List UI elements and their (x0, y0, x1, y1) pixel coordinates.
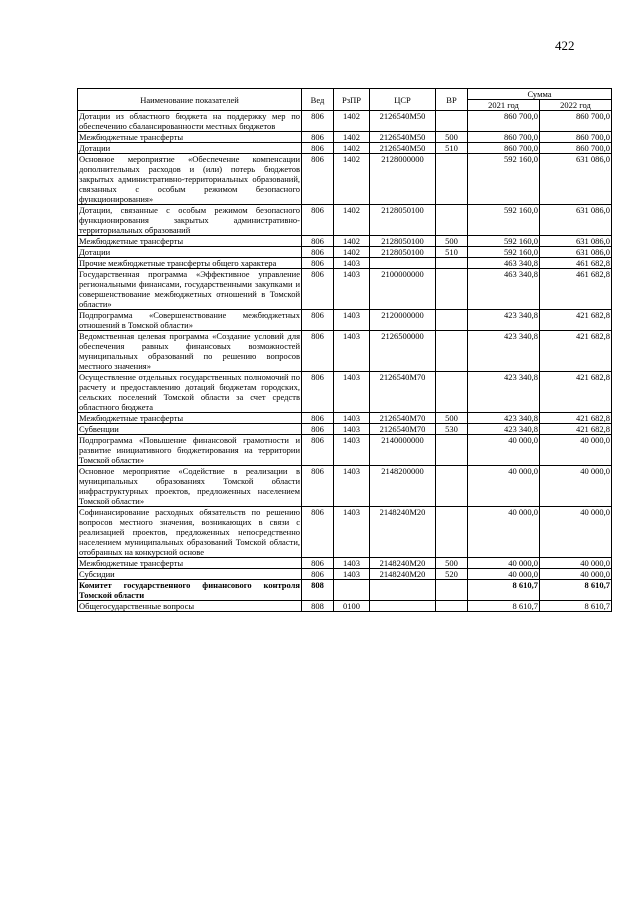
cell-vr (436, 111, 468, 132)
cell-rzpr: 1403 (334, 269, 370, 310)
cell-sum-2022: 421 682,8 (540, 413, 612, 424)
cell-sum-2022: 40 000,0 (540, 558, 612, 569)
cell-rzpr: 1403 (334, 258, 370, 269)
cell-sum-2022: 461 682,8 (540, 258, 612, 269)
header-2022: 2022 год (540, 100, 612, 111)
cell-csr: 2126540М70 (370, 424, 436, 435)
cell-name: Комитет государственного финансового контроля Томской области (79, 580, 300, 600)
cell-sum-2021: 463 340,8 (468, 269, 540, 310)
cell-vr: 500 (436, 132, 468, 143)
budget-table (77, 88, 612, 612)
cell-sum-2021: 860 700,0 (468, 143, 540, 154)
table-row (78, 424, 612, 435)
cell-sum-2022: 461 682,8 (540, 269, 612, 310)
cell-sum-2021: 8 610,7 (468, 601, 540, 612)
cell-ved: 806 (302, 236, 334, 247)
cell-sum-2021: 860 700,0 (468, 132, 540, 143)
cell-rzpr: 1403 (334, 558, 370, 569)
cell-vr (436, 435, 468, 466)
cell-rzpr: 1402 (334, 205, 370, 236)
cell-name: Общегосударственные вопросы (78, 601, 302, 612)
table-row (78, 331, 612, 372)
table-row (78, 143, 612, 154)
cell-vr: 520 (436, 569, 468, 580)
cell-vr: 530 (436, 424, 468, 435)
cell-vr (436, 507, 468, 558)
cell-rzpr: 1403 (334, 331, 370, 372)
cell-ved: 806 (302, 269, 334, 310)
cell-sum-2021: 423 340,8 (468, 331, 540, 372)
table-body (78, 111, 612, 612)
cell-vr: 500 (436, 413, 468, 424)
header-vr: ВР (436, 89, 468, 111)
header-2021: 2021 год (468, 100, 540, 111)
page-number: 422 (555, 38, 575, 53)
cell-name: Межбюджетные трансферты (78, 236, 302, 247)
cell-sum-2022: 631 086,0 (540, 247, 612, 258)
cell-name: Дотации (78, 143, 302, 154)
table-row (78, 154, 612, 205)
cell-name: Межбюджетные трансферты (78, 413, 302, 424)
cell-name: Субсидии (78, 569, 302, 580)
cell-ved: 806 (302, 154, 334, 205)
cell-sum-2021: 592 160,0 (468, 247, 540, 258)
table-row (78, 310, 612, 331)
cell-name: Осуществление отдельных государственных полномочий по расчету и предоставлению дотаций бюджетам городских, сельских поселений Томской области за счет средств областного бюджета (79, 372, 300, 412)
cell-name: Софинансирование расходных обязательств по решению вопросов местного значения, возникающих в связи с реализацией проектов, предложенных непосредственно населением муниципальных образований Томской области, отобранных на конкурсной основе (79, 507, 300, 557)
cell-ved: 806 (302, 372, 334, 413)
cell-csr: 2140000000 (370, 435, 436, 466)
cell-sum-2022: 8 610,7 (540, 580, 612, 601)
cell-csr: 2128050100 (370, 236, 436, 247)
table-row (78, 569, 612, 580)
cell-sum-2022: 860 700,0 (540, 132, 612, 143)
header-name: Наименование показателей (78, 89, 302, 111)
cell-sum-2021: 592 160,0 (468, 205, 540, 236)
cell-ved: 806 (302, 331, 334, 372)
cell-ved: 808 (302, 601, 334, 612)
cell-csr: 2148200000 (370, 466, 436, 507)
header-ved: Вед (302, 89, 334, 111)
cell-sum-2022: 421 682,8 (540, 310, 612, 331)
cell-csr: 2100000000 (370, 269, 436, 310)
cell-ved: 806 (302, 466, 334, 507)
cell-csr: 2148240М20 (370, 507, 436, 558)
cell-name: Дотации (78, 247, 302, 258)
cell-csr (370, 258, 436, 269)
table-row (78, 205, 612, 236)
cell-sum-2022: 421 682,8 (540, 424, 612, 435)
table-row (78, 372, 612, 413)
cell-ved: 806 (302, 413, 334, 424)
cell-sum-2022: 631 086,0 (540, 154, 612, 205)
cell-sum-2021: 40 000,0 (468, 435, 540, 466)
cell-ved: 806 (302, 143, 334, 154)
cell-name: Основное мероприятие «Обеспечение компенсации дополнительных расходов и (или) потерь бюджетов закрытых административно-территориальных образований, связанных с особым режимом безопасного функционирования» (79, 154, 300, 204)
table-row (78, 507, 612, 558)
cell-csr: 2148240М20 (370, 558, 436, 569)
cell-sum-2022: 8 610,7 (540, 601, 612, 612)
table-row (78, 111, 612, 132)
cell-sum-2022: 40 000,0 (540, 435, 612, 466)
cell-vr (436, 372, 468, 413)
cell-csr: 2126540М50 (370, 143, 436, 154)
cell-ved: 806 (302, 558, 334, 569)
cell-ved: 806 (302, 247, 334, 258)
cell-ved: 806 (302, 258, 334, 269)
cell-sum-2021: 8 610,7 (468, 580, 540, 601)
cell-rzpr: 0100 (334, 601, 370, 612)
cell-rzpr: 1403 (334, 569, 370, 580)
cell-vr (436, 331, 468, 372)
cell-sum-2022: 40 000,0 (540, 569, 612, 580)
cell-name: Межбюджетные трансферты (78, 132, 302, 143)
cell-csr: 2126540М50 (370, 111, 436, 132)
table-row (78, 466, 612, 507)
cell-vr: 510 (436, 247, 468, 258)
table-row (78, 580, 612, 601)
cell-vr (436, 154, 468, 205)
cell-rzpr: 1402 (334, 111, 370, 132)
table-row (78, 269, 612, 310)
cell-ved: 808 (302, 580, 334, 601)
cell-sum-2021: 40 000,0 (468, 558, 540, 569)
cell-name: Подпрограмма «Повышение финансовой грамотности и развитие инициативного бюджетирования на территории Томской области» (79, 435, 300, 465)
header-rzpr: РзПР (334, 89, 370, 111)
table-row (78, 236, 612, 247)
cell-csr: 2120000000 (370, 310, 436, 331)
cell-sum-2022: 421 682,8 (540, 372, 612, 413)
cell-sum-2022: 40 000,0 (540, 507, 612, 558)
cell-rzpr (334, 580, 370, 601)
cell-ved: 806 (302, 435, 334, 466)
cell-name: Подпрограмма «Совершенствование межбюджетных отношений в Томской области» (79, 310, 300, 330)
table-row (78, 435, 612, 466)
cell-rzpr: 1402 (334, 143, 370, 154)
cell-csr: 2126540М50 (370, 132, 436, 143)
cell-sum-2021: 40 000,0 (468, 507, 540, 558)
cell-sum-2021: 423 340,8 (468, 413, 540, 424)
cell-ved: 806 (302, 205, 334, 236)
table-row (78, 247, 612, 258)
cell-sum-2022: 421 682,8 (540, 331, 612, 372)
cell-vr: 500 (436, 558, 468, 569)
cell-sum-2022: 631 086,0 (540, 205, 612, 236)
cell-sum-2022: 860 700,0 (540, 143, 612, 154)
cell-sum-2022: 631 086,0 (540, 236, 612, 247)
cell-rzpr: 1402 (334, 154, 370, 205)
cell-name: Основное мероприятие «Содействие в реализации в муниципальных образованиях Томской области инфраструктурных проектов, предложенных населением Томской области» (79, 466, 300, 506)
cell-csr (370, 580, 436, 601)
cell-sum-2021: 423 340,8 (468, 372, 540, 413)
cell-rzpr: 1403 (334, 435, 370, 466)
cell-name: Ведомственная целевая программа «Создание условий для обеспечения равных финансовых возможностей муниципальных образований по решению вопросов местного значения» (79, 331, 300, 371)
cell-name: Дотации из областного бюджета на поддержку мер по обеспечению сбалансированности местных бюджетов (79, 111, 300, 131)
table-row (78, 558, 612, 569)
cell-rzpr: 1403 (334, 507, 370, 558)
cell-rzpr: 1403 (334, 310, 370, 331)
cell-vr (436, 269, 468, 310)
cell-vr (436, 580, 468, 601)
table-row (78, 601, 612, 612)
cell-sum-2021: 463 340,8 (468, 258, 540, 269)
cell-csr: 2126540М70 (370, 372, 436, 413)
cell-sum-2021: 40 000,0 (468, 569, 540, 580)
cell-vr: 500 (436, 236, 468, 247)
cell-sum-2021: 592 160,0 (468, 154, 540, 205)
cell-vr (436, 205, 468, 236)
cell-vr (436, 310, 468, 331)
cell-csr (370, 601, 436, 612)
cell-rzpr: 1403 (334, 413, 370, 424)
cell-rzpr: 1403 (334, 424, 370, 435)
cell-csr: 2126500000 (370, 331, 436, 372)
cell-ved: 806 (302, 132, 334, 143)
cell-vr: 510 (436, 143, 468, 154)
header-csr: ЦСР (370, 89, 436, 111)
cell-name: Прочие межбюджетные трансферты общего характера (78, 258, 302, 269)
cell-sum-2021: 40 000,0 (468, 466, 540, 507)
cell-sum-2022: 860 700,0 (540, 111, 612, 132)
cell-sum-2021: 423 340,8 (468, 424, 540, 435)
cell-name: Дотации, связанные с особым режимом безопасного функционирования закрытых административно-территориальных образований (79, 205, 300, 235)
cell-rzpr: 1402 (334, 132, 370, 143)
cell-rzpr: 1402 (334, 236, 370, 247)
cell-csr: 2128050100 (370, 205, 436, 236)
cell-name: Государственная программа «Эффективное управление региональными финансами, государственными закупками и совершенствование межбюджетных отношений в Томской области» (79, 269, 300, 309)
header-sum: Сумма (468, 89, 612, 100)
cell-ved: 806 (302, 424, 334, 435)
cell-vr (436, 258, 468, 269)
cell-ved: 806 (302, 507, 334, 558)
cell-sum-2022: 40 000,0 (540, 466, 612, 507)
cell-csr: 2128050100 (370, 247, 436, 258)
header-row (78, 89, 612, 100)
cell-ved: 806 (302, 310, 334, 331)
table-row (78, 132, 612, 143)
cell-ved: 806 (302, 111, 334, 132)
cell-ved: 806 (302, 569, 334, 580)
cell-sum-2021: 592 160,0 (468, 236, 540, 247)
cell-sum-2021: 860 700,0 (468, 111, 540, 132)
cell-vr (436, 466, 468, 507)
cell-name: Субвенции (78, 424, 302, 435)
table-row (78, 413, 612, 424)
table-row (78, 258, 612, 269)
cell-rzpr: 1403 (334, 372, 370, 413)
cell-csr: 2126540М70 (370, 413, 436, 424)
cell-name: Межбюджетные трансферты (78, 558, 302, 569)
cell-sum-2021: 423 340,8 (468, 310, 540, 331)
cell-vr (436, 601, 468, 612)
cell-rzpr: 1402 (334, 247, 370, 258)
cell-csr: 2148240М20 (370, 569, 436, 580)
cell-rzpr: 1403 (334, 466, 370, 507)
cell-csr: 2128000000 (370, 154, 436, 205)
